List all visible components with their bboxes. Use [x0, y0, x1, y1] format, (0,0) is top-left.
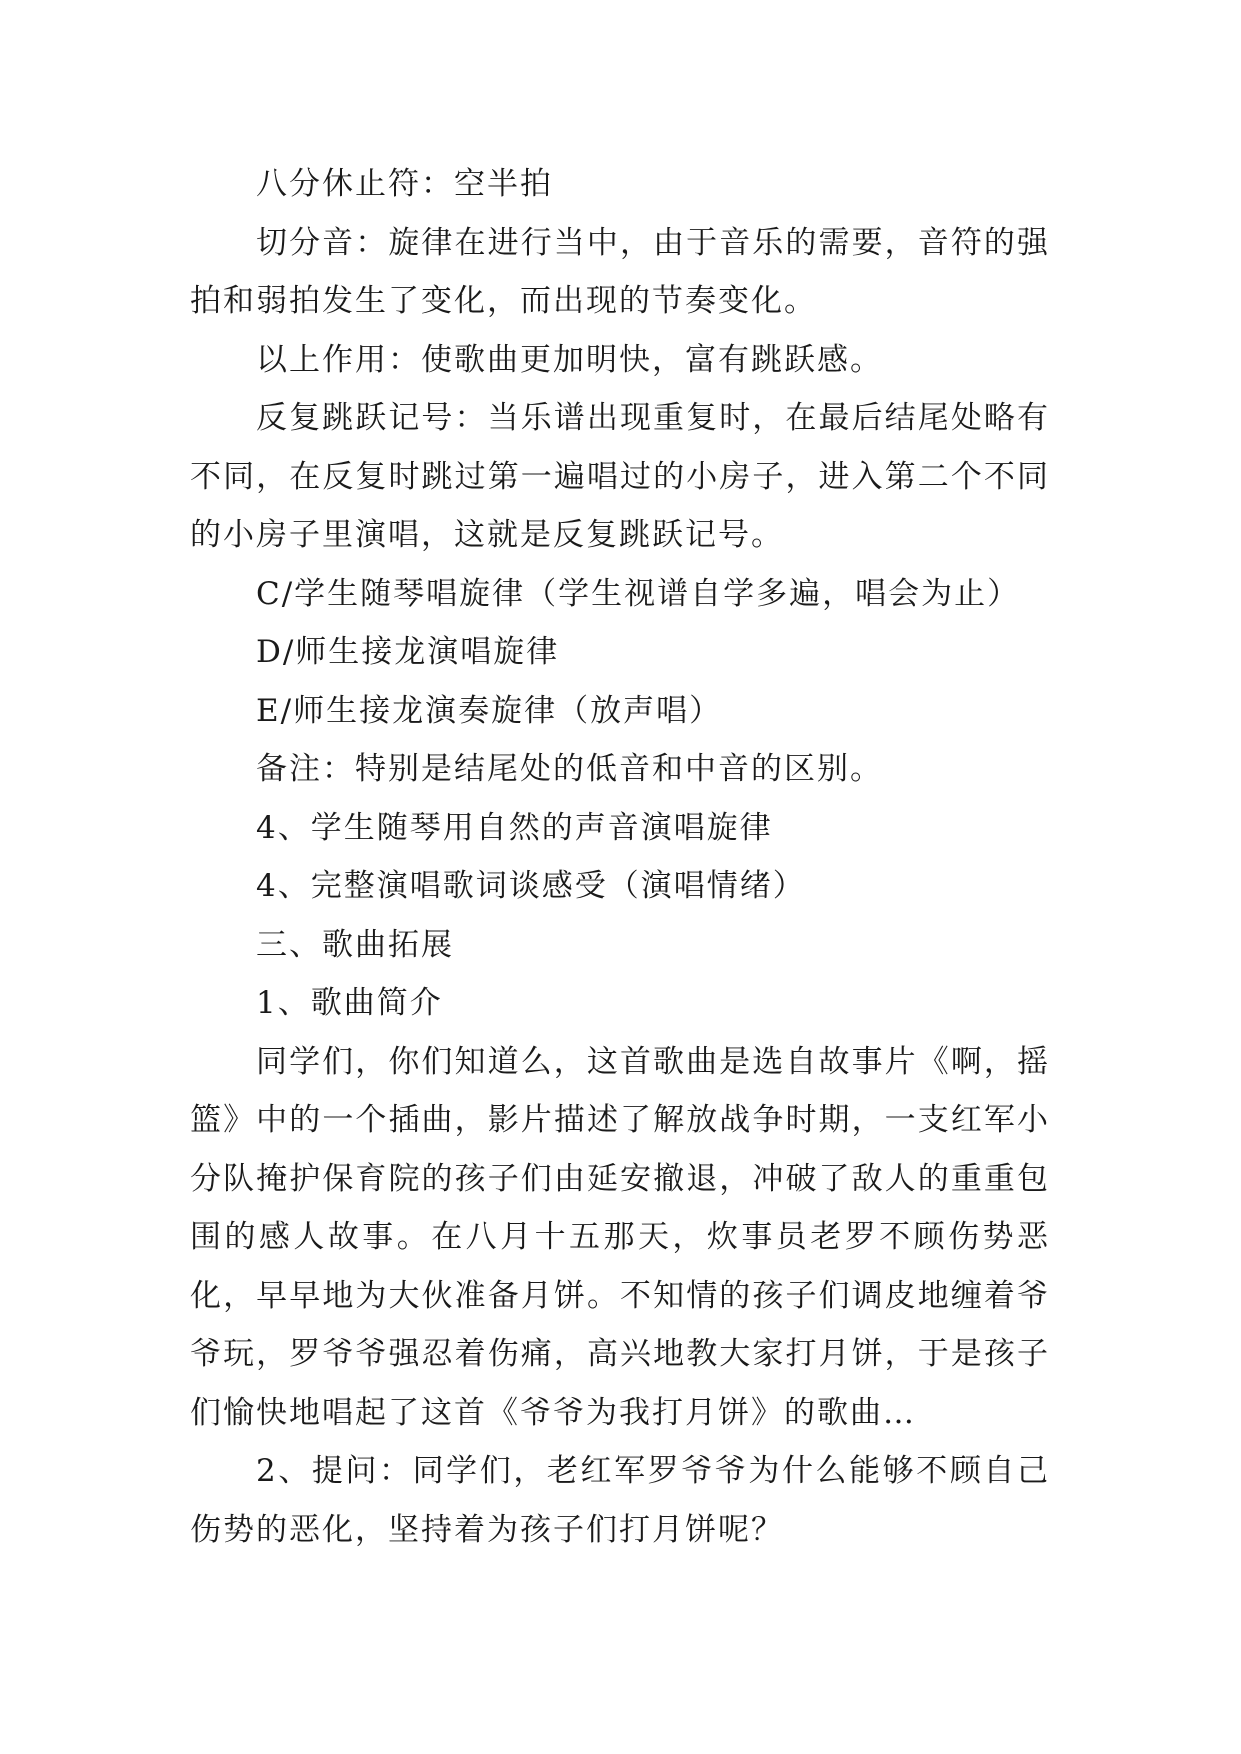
section-heading-extension: 三、歌曲拓展 — [256, 926, 454, 963]
paragraph-question: 2、提问：同学们，老红军罗爷爷为什么能够不顾自己伤势的恶化，坚持着为孩子们打月饼呢？ — [190, 1453, 1050, 1548]
paragraph-step-e: E/师生接龙演奏旋律（放声唱） — [256, 692, 723, 729]
document-body — [190, 155, 1050, 1559]
paragraph-note: 备注：特别是结尾处的低音和中音的区别。 — [256, 751, 883, 787]
paragraph-step-4b: 4、完整演唱歌词谈感受（演唱情绪） — [256, 868, 806, 904]
paragraph-step-c: C/学生随琴唱旋律（学生视谱自学多遍，唱会为止） — [256, 575, 1021, 612]
paragraph-song-story: 同学们，你们知道么，这首歌曲是选自故事片《啊，摇篮》中的一个插曲，影片描述了解放战争时期，一支红军小分队掩护保育院的孩子们由延安撤退，冲破了敌人的重重包围的感人故事。在八月十五那天，炊事员老罗不顾伤势恶化，早早地为大伙准备月饼。不知情的孩子们调皮地缠着爷爷玩，罗爷爷强忍着伤痛，高兴地教大家打月饼，于是孩子们愉快地唱起了这首《爷爷为我打月饼》的歌曲… — [190, 1043, 1050, 1431]
paragraph-step-4a: 4、学生随琴用自然的声音演唱旋律 — [256, 809, 773, 846]
paragraph-eighth-rest: 八分休止符：空半拍 — [256, 166, 553, 202]
paragraph-step-d: D/师生接龙演唱旋律 — [256, 634, 560, 670]
paragraph-repeat-sign: 反复跳跃记号：当乐谱出现重复时，在最后结尾处略有不同，在反复时跳过第一遍唱过的小房子，进入第二个不同的小房子里演唱，这就是反复跳跃记号。 — [190, 400, 1050, 553]
paragraph-syncopation: 切分音：旋律在进行当中，由于音乐的需要，音符的强拍和弱拍发生了变化，而出现的节奏变化。 — [190, 224, 1050, 319]
paragraph-effect: 以上作用：使歌曲更加明快，富有跳跃感。 — [256, 341, 883, 378]
subheading-song-intro: 1、歌曲简介 — [256, 985, 443, 1021]
